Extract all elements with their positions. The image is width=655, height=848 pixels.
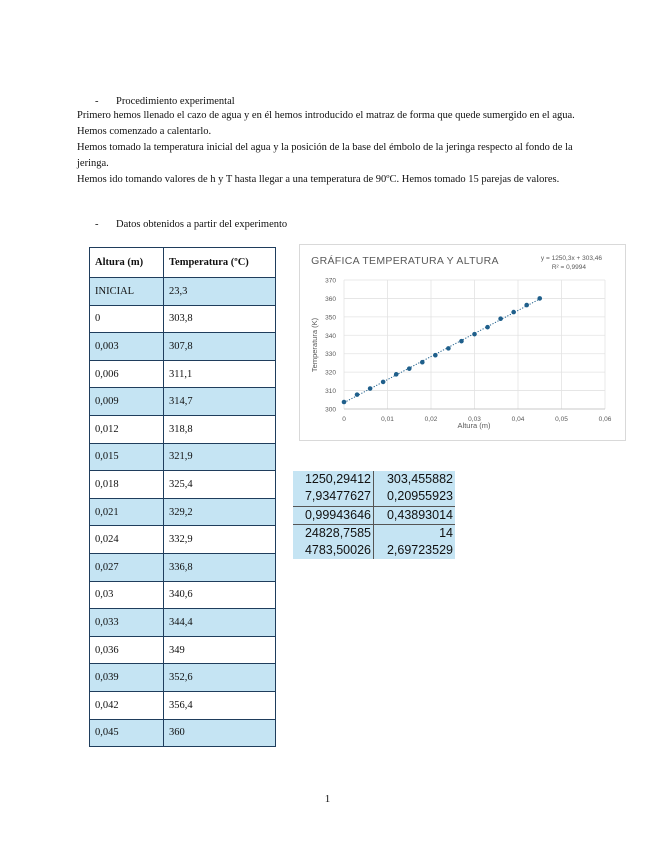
x-tick-label: 0,01 (381, 416, 394, 423)
x-tick-label: 0,05 (555, 416, 568, 423)
table-row (90, 581, 276, 609)
temperature-cell: 325,4 (164, 471, 276, 499)
height-cell: 0,009 (90, 388, 164, 416)
y-tick-label: 300 (325, 406, 336, 414)
height-cell: 0,027 (90, 553, 164, 581)
temperature-cell: 303,8 (164, 305, 276, 333)
table-row (90, 333, 276, 361)
temperature-cell: 352,6 (164, 664, 276, 692)
table-row (90, 553, 276, 581)
data-point (472, 332, 477, 337)
paragraph: Primero hemos llenado el cazo de agua y en él hemos introducido el matraz de forma que quede sumergido en el agua. Hemos comenzado a calentarlo. (77, 110, 575, 137)
y-tick-label: 330 (325, 351, 336, 359)
x-tick-label: 0,06 (598, 416, 612, 423)
temperature-cell: 349 (164, 636, 276, 664)
height-cell: 0,015 (90, 443, 164, 471)
temperature-cell: 332,9 (164, 526, 276, 554)
table-row (90, 719, 276, 747)
data-point (433, 353, 438, 358)
regression-cell: 0,20955923 (374, 488, 456, 506)
regression-row (293, 524, 455, 542)
temperature-cell: 314,7 (164, 388, 276, 416)
data-point (498, 316, 503, 321)
table-row (90, 636, 276, 664)
y-tick-label: 350 (325, 314, 336, 322)
bullet-dash: - (95, 96, 99, 107)
table-row (90, 691, 276, 719)
y-tick-label: 370 (325, 277, 336, 285)
table-row (90, 498, 276, 526)
temperature-cell: 307,8 (164, 333, 276, 361)
data-point (485, 325, 490, 330)
data-point (511, 310, 516, 315)
regression-cell: 0,43893014 (374, 506, 456, 524)
temperature-cell: 356,4 (164, 691, 276, 719)
table-row (90, 360, 276, 388)
data-table (89, 247, 276, 747)
temperature-cell: 360 (164, 719, 276, 747)
height-cell: 0,042 (90, 691, 164, 719)
height-cell: 0,033 (90, 609, 164, 637)
regression-output-table (293, 471, 455, 559)
table-row (90, 388, 276, 416)
height-cell: 0,021 (90, 498, 164, 526)
y-tick-label: 320 (325, 369, 336, 377)
trendline (344, 299, 540, 403)
data-point (537, 296, 542, 301)
height-cell: 0,003 (90, 333, 164, 361)
regression-row (293, 542, 455, 559)
table-header-row (90, 248, 276, 278)
temperature-cell: 23,3 (164, 278, 276, 306)
data-point (446, 346, 451, 351)
data-point (355, 392, 360, 397)
regression-cell: 24828,7585 (293, 524, 374, 542)
height-cell: INICIAL (90, 278, 164, 306)
x-tick-label: 0,04 (511, 416, 525, 423)
y-tick-label: 360 (325, 295, 336, 303)
data-point (407, 366, 412, 371)
height-cell: 0,012 (90, 415, 164, 443)
x-tick-label: 0 (342, 416, 346, 423)
temperature-cell: 340,6 (164, 581, 276, 609)
procedure-text (77, 108, 582, 188)
height-cell: 0,006 (90, 360, 164, 388)
regression-cell: 0,99943646 (293, 506, 374, 524)
bullet-dash: - (95, 219, 99, 230)
section-title: Procedimiento experimental (116, 96, 235, 107)
height-cell: 0,036 (90, 636, 164, 664)
regression-row (293, 488, 455, 506)
y-tick-label: 310 (325, 388, 336, 396)
data-point (524, 303, 529, 308)
data-point (459, 339, 464, 344)
table-row (90, 609, 276, 637)
temperature-cell: 321,9 (164, 443, 276, 471)
height-cell: 0,024 (90, 526, 164, 554)
regression-cell: 7,93477627 (293, 488, 374, 506)
r-squared: R² = 0,9994 (551, 264, 586, 271)
x-tick-label: 0,02 (424, 416, 438, 423)
data-point (394, 372, 399, 377)
height-cell: 0,03 (90, 581, 164, 609)
data-point (381, 380, 386, 385)
chart-svg (300, 245, 625, 440)
regression-cell: 14 (374, 524, 456, 542)
data-point (368, 386, 373, 391)
temperature-cell: 336,8 (164, 553, 276, 581)
height-cell: 0,045 (90, 719, 164, 747)
paragraph: Hemos tomado la temperatura inicial del agua y la posición de la base del émbolo de la jeringa respecto al fondo de la jeringa. (77, 142, 573, 169)
x-tick-label: 0,03 (468, 416, 481, 423)
trendline-equation: y = 1250,3x + 303,46 (540, 255, 602, 262)
temperature-cell: 318,8 (164, 415, 276, 443)
data-point (420, 360, 425, 365)
temperature-cell: 329,2 (164, 498, 276, 526)
section-title: Datos obtenidos a partir del experimento (116, 219, 288, 230)
regression-row (293, 471, 455, 488)
temperature-cell: 344,4 (164, 609, 276, 637)
y-tick-label: 340 (325, 332, 336, 340)
x-axis-label: Altura (m) (457, 421, 491, 430)
regression-cell: 2,69723529 (374, 542, 456, 559)
table-row (90, 415, 276, 443)
regression-cell: 1250,29412 (293, 471, 374, 488)
temperature-cell: 311,1 (164, 360, 276, 388)
regression-row (293, 506, 455, 524)
table-row (90, 471, 276, 499)
page-number: 1 (324, 793, 331, 805)
regression-cell: 303,455882 (374, 471, 456, 488)
data-point (342, 400, 347, 405)
table-row (90, 278, 276, 306)
y-axis-label: Temperatura (K) (310, 317, 319, 373)
regression-cell: 4783,50026 (293, 542, 374, 559)
table-row (90, 526, 276, 554)
table-row (90, 443, 276, 471)
chart-title: GRÁFICA TEMPERATURA Y ALTURA (311, 255, 499, 267)
paragraph: Hemos ido tomando valores de h y T hasta llegar a una temperatura de 90ºC. Hemos tomado 15 parejas de valores. (77, 174, 560, 185)
column-header: Altura (m) (90, 248, 164, 278)
height-cell: 0,039 (90, 664, 164, 692)
height-cell: 0,018 (90, 471, 164, 499)
temperature-height-chart (299, 244, 626, 441)
table-row (90, 305, 276, 333)
column-header: Temperatura (ºC) (164, 248, 276, 278)
table-row (90, 664, 276, 692)
height-cell: 0 (90, 305, 164, 333)
